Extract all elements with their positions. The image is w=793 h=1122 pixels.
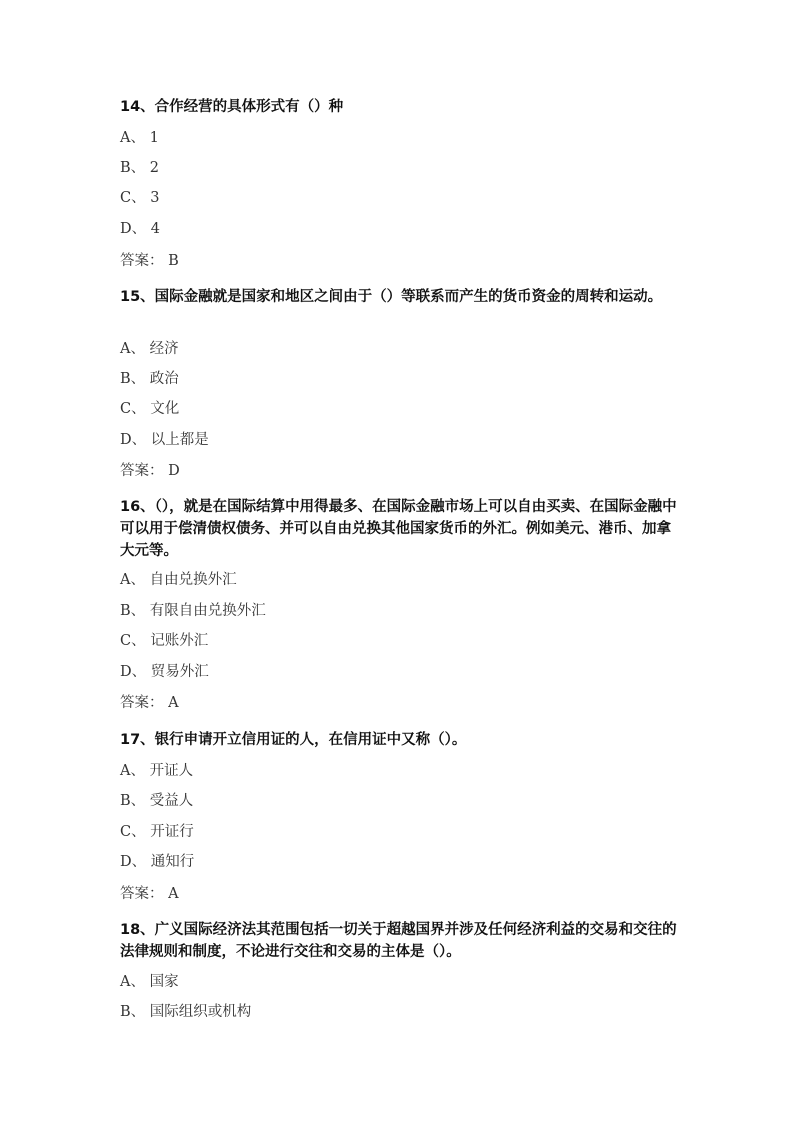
option-14-c: C、 3	[120, 190, 160, 206]
option-17-c: C、 开证行	[120, 824, 194, 840]
option-14-b: B、 2	[120, 160, 159, 176]
answer-15: 答案： D	[120, 463, 180, 479]
option-15-a: A、 经济	[120, 341, 179, 357]
option-17-d: D、 通知行	[120, 854, 195, 870]
option-15-c: C、 文化	[120, 401, 180, 417]
option-18-a: A、 国家	[120, 974, 179, 990]
option-17-b: B、 受益人	[120, 793, 194, 809]
option-18-b: B、 国际组织或机构	[120, 1004, 252, 1020]
question-15: 15、国际金融就是国家和地区之间由于（）等联系而产生的货币资金的周转和运动。	[120, 289, 663, 305]
answer-14: 答案： B	[120, 253, 179, 269]
option-16-d: D、 贸易外汇	[120, 664, 209, 680]
question-14: 14、合作经营的具体形式有（）种	[120, 99, 344, 115]
option-15-d: D、 以上都是	[120, 432, 209, 448]
question-16: 16、（），就是在国际结算中用得最多、在国际金融市场上可以自由买卖、在国际金融中可以用于偿清债权债务、并可以自由兑换其他国家货币的外汇。例如美元、港币、加拿大元等。	[120, 499, 677, 559]
answer-17: 答案： A	[120, 886, 179, 902]
option-15-b: B、 政治	[120, 371, 179, 387]
option-16-c: C、 记账外汇	[120, 633, 209, 649]
option-16-a: A、 自由兑换外汇	[120, 572, 237, 588]
option-14-a: A、 1	[120, 130, 159, 146]
answer-16: 答案： A	[120, 695, 179, 711]
option-14-d: D、 4	[120, 221, 160, 237]
option-16-b: B、 有限自由兑换外汇	[120, 603, 266, 619]
option-17-a: A、 开证人	[120, 763, 194, 779]
question-17: 17、银行申请开立信用证的人，在信用证中又称（）。	[120, 732, 467, 748]
question-18: 18、广义国际经济法其范围包括一切关于超越国界并涉及任何经济利益的交易和交往的法律规则和制度，不论进行交往和交易的主体是（）。	[120, 922, 677, 960]
